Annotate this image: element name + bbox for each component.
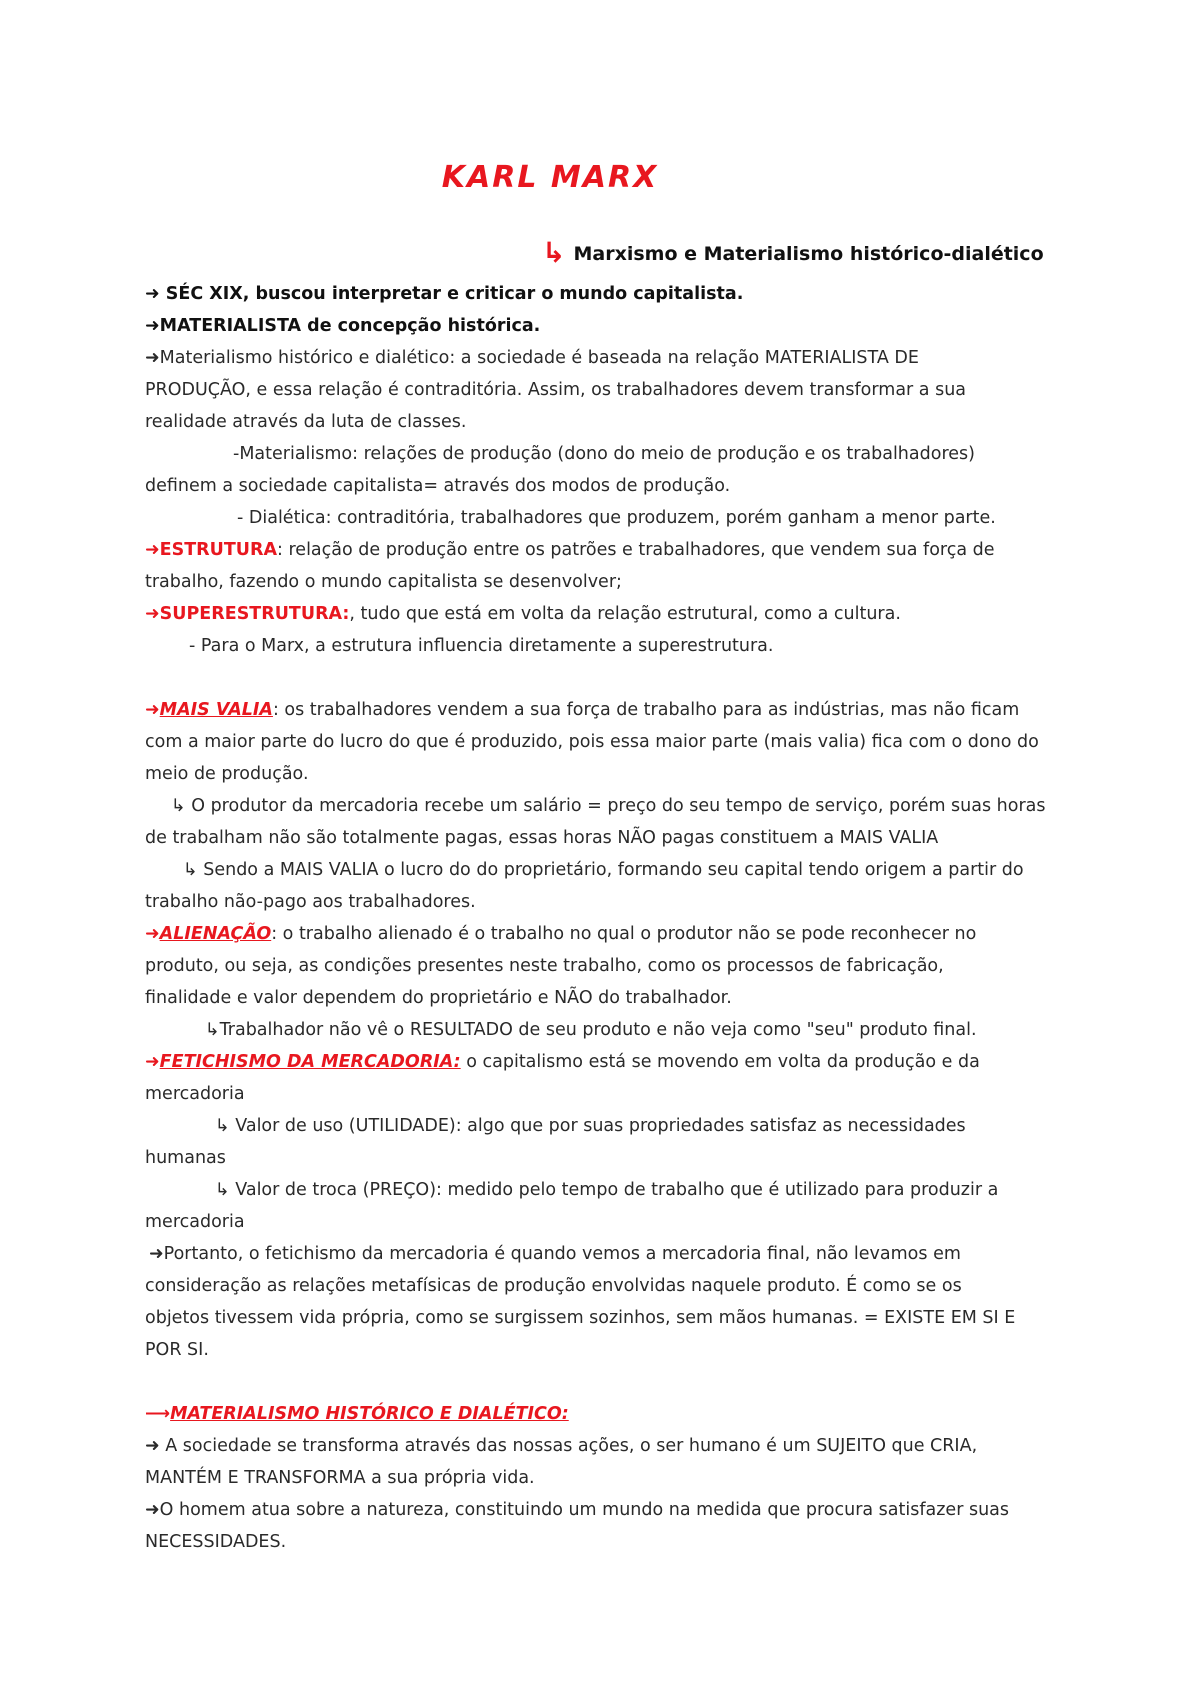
highlighted-term: ➜ SÉC XIX, buscou interpretar e criticar o mundo capitalista. — [145, 284, 744, 304]
highlighted-term: FETICHISMO DA MERCADORIA: — [159, 1052, 461, 1072]
line-text: ↳ O produtor da mercadoria recebe um salário = preço do seu tempo de serviço, porém suas horas — [171, 796, 1046, 816]
line-text: POR SI. — [145, 1340, 209, 1360]
line-text: realidade através da luta de classes. — [145, 412, 467, 432]
line-text: de trabalham não são totalmente pagas, essas horas NÃO pagas constituem a MAIS VALIA — [145, 828, 939, 848]
line-text: NECESSIDADES. — [145, 1532, 287, 1552]
text-line — [145, 438, 1065, 470]
line-text: : o trabalho alienado é o trabalho no qual o produtor não se pode reconhecer no — [271, 924, 977, 944]
text-line — [145, 918, 1065, 950]
highlighted-term: ➜MATERIALISTA de concepção histórica. — [145, 316, 541, 336]
highlighted-term: MATERIALISMO HISTÓRICO E DIALÉTICO: — [170, 1404, 569, 1424]
line-text: - Dialética: contraditória, trabalhadores que produzem, porém ganham a menor parte. — [237, 508, 996, 528]
text-line — [145, 1078, 1065, 1110]
text-line — [145, 982, 1065, 1014]
line-text: meio de produção. — [145, 764, 309, 784]
highlighted-term: ➜ — [145, 1052, 160, 1072]
line-text: - Para o Marx, a estrutura influencia diretamente a superestrutura. — [189, 636, 774, 656]
line-text: ↳Trabalhador não vê o RESULTADO de seu produto e não veja como "seu" produto final. — [205, 1020, 977, 1040]
document-body — [145, 278, 1065, 1558]
text-line — [145, 1238, 1065, 1270]
highlighted-term: ESTRUTURA — [159, 540, 278, 560]
line-text: objetos tivessem vida própria, como se surgissem sozinhos, sem mãos humanas. = EXISTE EM SI E — [145, 1308, 1016, 1328]
line-text: : os trabalhadores vendem a sua força de trabalho para as indústrias, mas não ficam — [272, 700, 1020, 720]
text-line — [145, 1046, 1065, 1078]
line-text: ↳ Valor de troca (PREÇO): medido pelo tempo de trabalho que é utilizado para produzir a — [215, 1180, 999, 1200]
text-line — [145, 886, 1065, 918]
text-line — [145, 1206, 1065, 1238]
line-text: mercadoria — [145, 1212, 245, 1232]
highlighted-term: ➜ — [145, 700, 160, 720]
text-line — [145, 1174, 1065, 1206]
text-line — [145, 1494, 1065, 1526]
text-line — [145, 1398, 1065, 1430]
line-text: mercadoria — [145, 1084, 245, 1104]
text-line — [145, 1142, 1065, 1174]
highlighted-term: ➜ — [145, 604, 160, 624]
text-line — [145, 566, 1065, 598]
text-line — [145, 374, 1065, 406]
line-text: ➜Materialismo histórico e dialético: a sociedade é baseada na relação MATERIALISTA DE — [145, 348, 919, 368]
text-line — [145, 406, 1065, 438]
line-text: humanas — [145, 1148, 226, 1168]
highlighted-term: ALIENAÇÃO — [159, 924, 272, 944]
text-line — [145, 950, 1065, 982]
line-text: ↳ Valor de uso (UTILIDADE): algo que por suas propriedades satisfaz as necessidades — [215, 1116, 966, 1136]
text-line — [145, 1526, 1065, 1558]
highlighted-term: MAIS VALIA — [159, 700, 273, 720]
text-line — [145, 1270, 1065, 1302]
text-line — [145, 694, 1065, 726]
line-text: finalidade e valor dependem do proprietário e NÃO do trabalhador. — [145, 988, 732, 1008]
text-line — [145, 1430, 1065, 1462]
blank-line — [145, 1366, 1065, 1398]
line-text: com a maior parte do lucro do que é produzido, pois essa maior parte (mais valia) fica com o dono do — [145, 732, 1039, 752]
text-line — [145, 758, 1065, 790]
text-line — [145, 1334, 1065, 1366]
text-line — [145, 1110, 1065, 1142]
line-text: produto, ou seja, as condições presentes neste trabalho, como os processos de fabricação, — [145, 956, 944, 976]
highlighted-term: ➜ — [145, 540, 160, 560]
subtitle-text: Marxismo e Materialismo histórico-dialético — [573, 243, 1044, 265]
highlighted-term: ⟶ — [145, 1404, 171, 1424]
line-text: o capitalismo está se movendo em volta da produção e da — [460, 1052, 980, 1072]
line-text: ➜O homem atua sobre a natureza, constituindo um mundo na medida que procura satisfazer suas — [145, 1500, 1010, 1520]
line-text: PRODUÇÃO, e essa relação é contraditória. Assim, os trabalhadores devem transformar a sua — [145, 380, 967, 400]
highlighted-term: ➜ — [145, 924, 160, 944]
text-line — [145, 1462, 1065, 1494]
text-line — [145, 822, 1065, 854]
highlighted-term: SUPERESTRUTURA: — [159, 604, 350, 624]
text-line — [145, 726, 1065, 758]
line-text: consideração as relações metafísicas de produção envolvidas naquele produto. É como se os — [145, 1276, 962, 1296]
page-title: KARL MARX — [441, 160, 659, 195]
text-line — [145, 342, 1065, 374]
text-line — [145, 502, 1065, 534]
line-text: , tudo que está em volta da relação estrutural, como a cultura. — [349, 604, 901, 624]
text-line — [145, 598, 1065, 630]
text-line — [145, 790, 1065, 822]
blank-line — [145, 662, 1065, 694]
text-line — [145, 1014, 1065, 1046]
text-line — [145, 630, 1065, 662]
hook-arrow-icon: ↳ — [542, 236, 566, 269]
line-text: ➜ A sociedade se transforma através das nossas ações, o ser humano é um SUJEITO que CRIA, — [145, 1436, 978, 1456]
line-text: : relação de produção entre os patrões e trabalhadores, que vendem sua força de — [277, 540, 995, 560]
line-text: trabalho não-pago aos trabalhadores. — [145, 892, 476, 912]
page-subtitle — [542, 236, 1044, 269]
text-line — [145, 1302, 1065, 1334]
text-line — [145, 470, 1065, 502]
text-line — [145, 310, 1065, 342]
text-line — [145, 854, 1065, 886]
line-text: ↳ Sendo a MAIS VALIA o lucro do do proprietário, formando seu capital tendo origem a partir do — [183, 860, 1024, 880]
line-text: definem a sociedade capitalista= através dos modos de produção. — [145, 476, 731, 496]
text-line — [145, 534, 1065, 566]
line-text: trabalho, fazendo o mundo capitalista se desenvolver; — [145, 572, 622, 592]
line-text: MANTÉM E TRANSFORMA a sua própria vida. — [145, 1468, 535, 1488]
line-text: ➜Portanto, o fetichismo da mercadoria é quando vemos a mercadoria final, não levamos em — [149, 1244, 961, 1264]
text-line — [145, 278, 1065, 310]
line-text: -Materialismo: relações de produção (dono do meio de produção e os trabalhadores) — [233, 444, 975, 464]
